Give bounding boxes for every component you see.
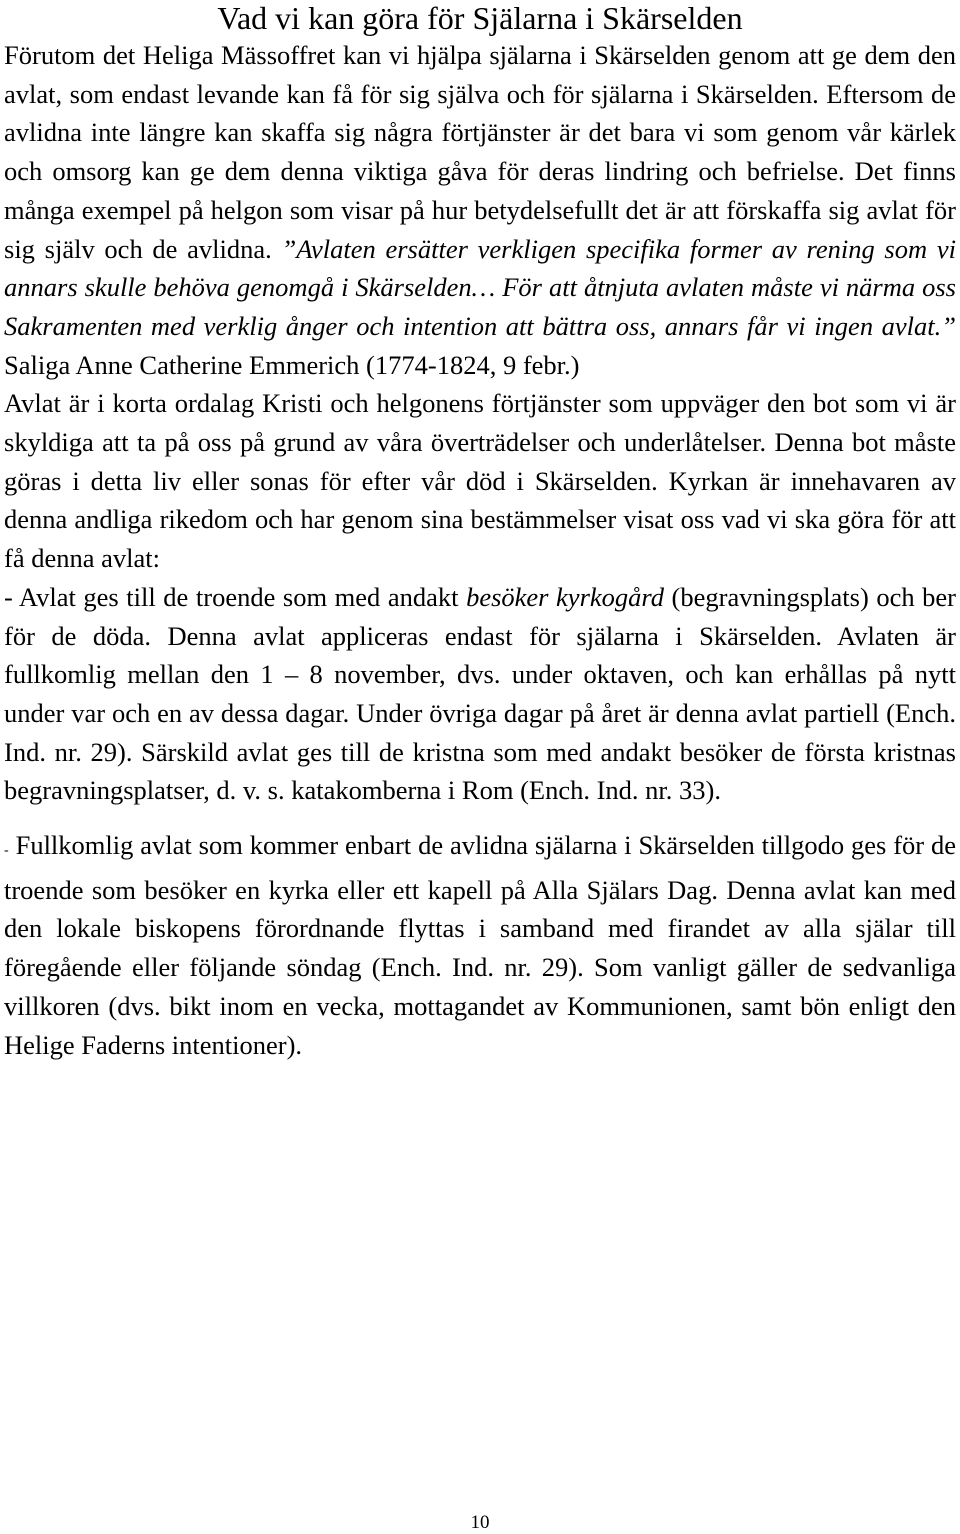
cemetery-text-end: (begravningsplats) och ber för de döda. Denna avlat appliceras endast för själarna i Skärselden. Avlaten är fullkomlig mellan den 1 – 8 november, dvs. under oktaven, och kan erhållas på nytt under var och en av dessa dagar. Under övriga dagar på året är denna avlat partiell (Ench. Ind. nr. 29). Särskild avlat ges till de kristna som med andakt besöker de första kristnas begravningsplatser, d. v. s. katakomberna i Rom (Ench. Ind. nr. 33). [4,581,957,806]
cemetery-indulgence-paragraph [4,578,956,810]
quote-source: Saliga Anne Catherine Emmerich (1774-1824, 9 febr.) [4,349,580,380]
intro-text: Förutom det Heliga Mässoffret kan vi hjälpa själarna i Skärselden genom att ge dem den avlat, som endast levande kan få för sig själva och för själarna i Skärselden. Eftersom de avlidna inte längre kan skaffa sig några förtjänster är det bara vi som genom vår kärlek och omsorg kan ge dem denna viktiga gåva för deras lindring och befrielse. Det finns många exempel på helgon som visar på hur betydelsefullt det är att förskaffa sig avlat för sig själv och de avlidna. [4,40,956,264]
intro-paragraph [4,36,956,384]
cemetery-text-start: - Avlat ges till de troende som med andakt [4,581,459,612]
list-dash: - [4,843,9,859]
document-title: Vad vi kan göra för Själarna i Skärselden [217,0,743,36]
quote-text: Avlaten ersätter verkligen specifika former av rening som vi annars skulle behöva genomgå i Skärselden… För att åtnjuta avlaten måste vi närma oss Sakramenten med verklig ånger och intention att bättra oss, annars får vi ingen avlat. [4,233,956,341]
all-souls-paragraph [4,826,956,1064]
document-page [4,0,956,1064]
all-souls-text: Fullkomlig avlat som kommer enbart de avlidna själarna i Skärselden tillgodo ges för de troende som besöker en kyrka eller ett kapell på Alla Själars Dag. Denna avlat kan med den lokale biskopens förordnande flyttas i samband med firandet av alla själar till föregående eller följande söndag (Ench. Ind. nr. 29). Som vanligt gäller de sedvanliga villkoren (dvs. bikt inom en vecka, mottagandet av Kommunionen, samt bön enligt den Helige Faderns intentioner). [4,830,957,1060]
page-number: 10 [470,1512,490,1533]
paragraph-gap [4,810,956,826]
avlat-definition-paragraph: Avlat är i korta ordalag Kristi och helgonens förtjänster som uppväger den bot som vi är skyldiga att ta på oss på grund av våra överträdelser och underlåtelser. Denna bot måste göras i detta liv eller sonas för efter vår död i Skärselden. Kyrkan är innehavaren av denna andliga rikedom och har genom sina bestämmelser visat oss vad vi ska göra för att få denna avlat: [4,388,956,574]
emmerich-quote: ”Avlaten ersätter verkligen specifika former av rening som vi annars skulle behöva genomgå i Skärselden… För att åtnjuta avlaten måste vi närma oss Sakramenten med verklig ånger och intention att bättra oss, annars får vi ingen avlat.” [4,233,956,341]
cemetery-text-italic: besöker kyrkogård [466,581,664,612]
